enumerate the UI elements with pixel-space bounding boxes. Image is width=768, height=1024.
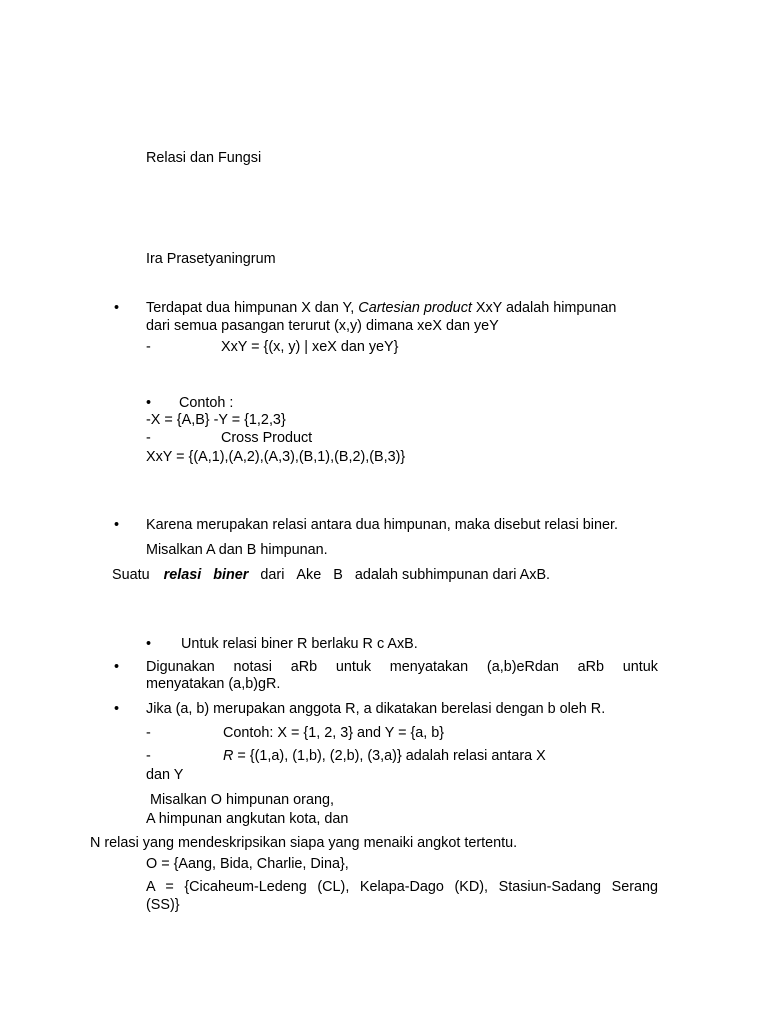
cartesian-product-term: Cartesian product xyxy=(358,300,472,316)
relasi-r-cont: dan Y xyxy=(146,767,184,783)
relasi-biner-intro: Karena merupakan relasi antara dua himpunan, maka disebut relasi biner. xyxy=(146,517,618,533)
author-name: Ira Prasetyaningrum xyxy=(146,251,276,267)
word-dari: dari xyxy=(260,567,285,583)
word-b: B xyxy=(333,567,343,583)
document-title: Relasi dan Fungsi xyxy=(146,150,262,166)
definition-pre: Terdapat dua himpunan X dan Y, xyxy=(146,300,359,316)
set-a-line1: A = {Cicaheum-Ledeng (CL), Kelapa-Dago (KD), Stasiun-Sadang Serang xyxy=(146,879,658,895)
bullet-marker: • xyxy=(114,659,120,675)
relasi-biner-subset: Untuk relasi biner R berlaku R c AxB. xyxy=(181,636,418,652)
cartesian-formula: XxY = {(x, y) | xeX dan yeY} xyxy=(221,339,399,355)
anggota-r-text: Jika (a, b) merupakan anggota R, a dikatakan berelasi dengan b oleh R. xyxy=(146,701,606,717)
definition-post: XxY adalah himpunan xyxy=(471,300,617,316)
misalkan-ab: Misalkan A dan B himpunan. xyxy=(146,542,328,558)
contoh-xy: Contoh: X = {1, 2, 3} and Y = {a, b} xyxy=(223,725,445,741)
notasi-arb-line1: Digunakan notasi aRb untuk menyatakan (a,b)eRdan aRb untuk xyxy=(146,659,658,675)
bullet-marker: • xyxy=(146,395,152,411)
cross-product-label: Cross Product xyxy=(221,430,313,446)
relasi-r-example xyxy=(223,748,546,765)
notasi-arb-line2: menyatakan (a,b)gR. xyxy=(146,676,281,692)
dash-marker: - xyxy=(146,339,151,355)
term-biner: biner xyxy=(213,567,249,583)
dash-marker: - xyxy=(146,725,151,741)
bullet-marker: • xyxy=(114,701,120,717)
relation-set: = {(1,a), (1,b), (2,b), (3,a)} adalah relasi antara X xyxy=(233,748,546,764)
relasi-n: N relasi yang mendeskripsikan siapa yang menaiki angkot tertentu. xyxy=(90,835,518,851)
dash-marker: - xyxy=(146,748,151,764)
bullet-marker: • xyxy=(114,300,120,316)
relation-symbol-r: R xyxy=(223,748,234,764)
dash-marker: - xyxy=(146,430,151,446)
cartesian-definition-line1 xyxy=(146,300,616,317)
term-relasi: relasi xyxy=(163,567,202,583)
cartesian-definition-line2: dari semua pasangan terurut (x,y) dimana xeX dan yeY xyxy=(146,318,499,334)
misalkan-a: A himpunan angkutan kota, dan xyxy=(146,811,349,827)
definition-tail: adalah subhimpunan dari AxB. xyxy=(354,567,551,583)
contoh-label: Contoh : xyxy=(179,395,234,411)
contoh-sets: -X = {A,B} -Y = {1,2,3} xyxy=(146,412,286,428)
cross-product-result: XxY = {(A,1),(A,2),(A,3),(B,1),(B,2),(B,3)} xyxy=(146,449,406,465)
word-suatu: Suatu xyxy=(112,567,150,583)
bullet-marker: • xyxy=(114,517,120,533)
bullet-marker: • xyxy=(146,636,152,652)
set-o: O = {Aang, Bida, Charlie, Dina}, xyxy=(146,856,349,872)
misalkan-o: Misalkan O himpunan orang, xyxy=(150,792,334,808)
relasi-biner-definition xyxy=(112,567,550,584)
set-a-line2: (SS)} xyxy=(146,897,180,913)
word-ake: Ake xyxy=(296,567,322,583)
